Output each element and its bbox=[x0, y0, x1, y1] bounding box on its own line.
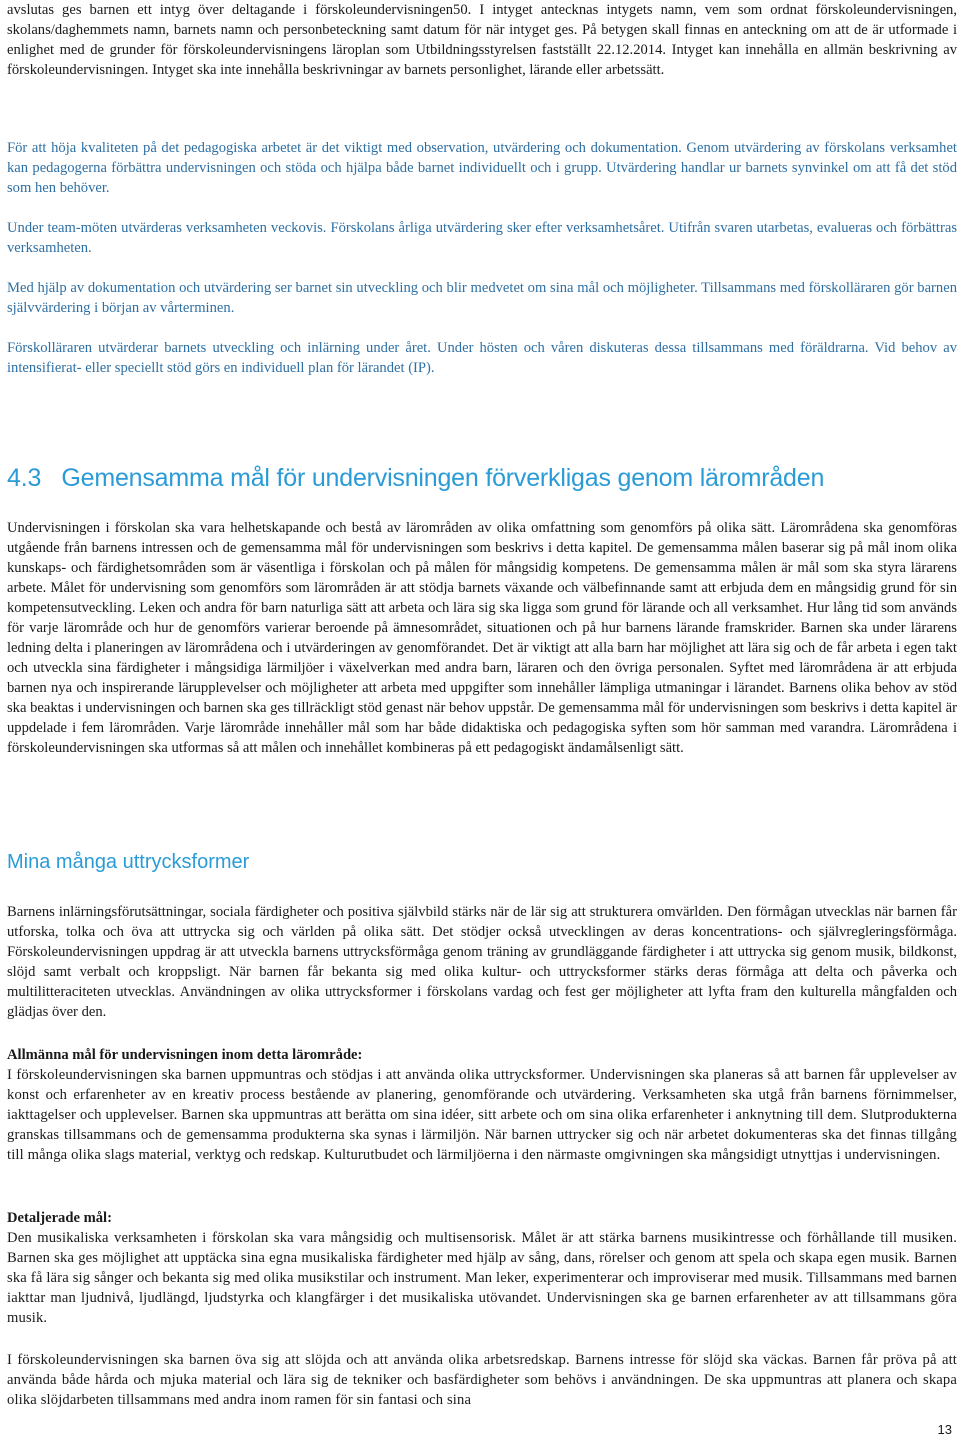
evaluation-paragraph-1: För att höja kvaliteten på det pedagogiska arbetet är det viktigt med observation, utvärdering och dokumentation. Genom utvärdering av förskolans verksamhet kan pedagogerna förbättra undervisningen och stöda och hjälpa både barnet individuellt och i grupp. Utvärdering handlar ur barnets synvinkel om att få det stöd som hen behöver. bbox=[7, 140, 957, 196]
evaluation-paragraph-4-block bbox=[7, 338, 957, 378]
detailed-goals-heading: Detaljerade mål: bbox=[7, 1210, 112, 1226]
general-goals-block bbox=[7, 1045, 957, 1165]
evaluation-paragraph-3-block bbox=[7, 278, 957, 318]
subheading-block bbox=[7, 850, 957, 874]
section-heading-block bbox=[7, 463, 957, 493]
sub-paragraph: Barnens inlärningsförutsättningar, sociala färdigheter och positiva självbild stärks när de lär sig att strukturera omvärlden. Den förmågan utvecklas när barnen får utforska, tolka och öva att uttrycka sig och världen på olika sätt. Det stödjer också utvecklingen av deras koncentrations- och självregleringsförmåga. Förskoleundervisningen uppdrag är att utveckla barnens uttrycksförmåga genom träning av grundläggande färdigheter i att uttrycka sig genom musik, bildkonst, slöjd samt verbalt och kroppsligt. När barnen får bekanta sig med olika kultur- och uttrycksformer stärks deras förmåga att delta och påverka och multilitteraciteten utvecklas. Användningen av olika uttrycksformer i förskolans vardag och fest ger möjligheter att lyfta fram den kulturella mångfalden och glädjas över den. bbox=[7, 904, 957, 1020]
section-heading: 4.3 Gemensamma mål för undervisningen förverkligas genom lärområden bbox=[7, 464, 825, 492]
evaluation-paragraph-2: Under team-möten utvärderas verksamheten veckovis. Förskolans årliga utvärdering sker efter verksamhetsåret. Utifrån svaren utarbetas, evalueras och förbättras verksamheten. bbox=[7, 220, 957, 256]
general-goals-text: I förskoleundervisningen ska barnen uppmuntras och stödjas i att använda olika uttrycksformer. Undervisningen ska planeras så att barnen får upplevelser av konst och erfarenheter av en kreativ process bestående av planering, genomförande och utvärdering. Verksamheten ska utgå från barnens förnimmelser, iakttagelser och upplevelser. Barnen ska uppmuntras att berätta om sina idéer, sitt arbete och om sina olika erfarenheter i anknytning till dem. Slutprodukterna granskas tillsammans och de gemensamma produkterna ska synas i lärmiljön. När barnen uttrycker sig och när arbetet dokumenteras ska det finnas tillgång till många olika slags material, verktyg och redskap. Kulturutbudet och lärmiljöerna i den närmaste omgivningen ska mångsidigt utnyttjas i undervisningen. bbox=[7, 1067, 957, 1163]
section-paragraph: Undervisningen i förskolan ska vara helhetskapande och bestå av lärområden av olika omfattning som genomförs på olika sätt. Lärområdena ska genomföras utgående från barnens intressen och de gemensamma mål för undervisningen som beskrivs i detta kapitel. De gemensamma målen baserar sig på mål inom olika kunskaps- och färdighetsområden som är väsentliga i förskolan och på målen för mångsidig kompetens. De gemensamma målen är mål som ska styra lärarens arbete. Målet för undervisning som genomförs som lärområden är att stödja barnets växande och välbefinnande samt att erbjuda dem en mångsidig grund för sin kompetensutveckling. Leken och andra för barn naturliga sätt att arbeta och lära sig ska ligga som grund för lärande och all verksamhet. Hur lång tid som används för varje lärområde och hur de genomförs varierar beroende på ämnesområdet, situationen och på hur barnens lärande framskrider. Barnen ska under lärarens ledning delta i planeringen av lärområdena och i utvärderingen av genomförandet. Det är viktigt att alla barn har möjlighet att lära sig och de får arbeta i egen takt och utveckla sina färdigheter i mångsidiga lärmiljöer i växelverkan med andra barn, läraren och den övriga personalen. Syftet med lärområdena är att erbjuda barnen nya och inspirerande lärupplevelser och möjligheter att arbeta med uppgifter som innehåller lämpliga utmaningar i lärandet. Barnens olika behov av stöd ska beaktas i undervisningen och barnen ska ges tillräckligt stöd genast när behov uppstår. De gemensamma mål för undervisningen som beskrivs i detta kapitel är uppdelade i fem lärområden. Varje lärområde innehåller mål som har både didaktiska och pedagogiska syften som hör samman med varandra. Lärområdena i förskoleundervisningen ska utformas så att målen och innehållet kombineras på ett pedagogiskt ändamålsenligt sätt. bbox=[7, 520, 957, 756]
detailed-goals-block bbox=[7, 1208, 957, 1328]
sub-paragraph-block bbox=[7, 902, 957, 1022]
section-paragraph-block bbox=[7, 518, 957, 758]
last-paragraph: I förskoleundervisningen ska barnen öva sig att slöjda och att använda olika arbetsredskap. Barnens intresse för slöjd ska väckas. Barnen får pröva på att använda både hårda och mjuka material och lära sig de tekniker och basfärdigheter som behövs i användningen. De ska uppmuntras att planera och skapa olika slöjdarbeten tillsammans med andra inom ramen för sin fantasi och sina bbox=[7, 1352, 957, 1408]
evaluation-paragraph-1-block bbox=[7, 138, 957, 198]
intro-paragraph-block bbox=[7, 0, 957, 80]
evaluation-paragraph-2-block bbox=[7, 218, 957, 258]
detailed-goals-text: Den musikaliska verksamheten i förskolan ska vara mångsidig och multisensorisk. Målet är att stärka barnens musikintresse och förhållande till musiken. Barnen ska ges möjlighet att upptäcka sina egna musikaliska färdigheter med hjälp av sång, dans, rörelser och genom att spela och skapa egen musik. Barnen ska få lära sig sånger och bekanta sig med olika musikstilar och instrument. Man leker, experimenterar och improviserar med musik. Tillsammans med barnen iakttar man ljudnivå, ljudlängd, ljudstyrka och klangfärger i det musikaliska utövandet. Undervisningen ska ge barnen erfarenheter av att tillsammans göra musik. bbox=[7, 1230, 957, 1326]
intro-paragraph: avslutas ges barnen ett intyg över deltagande i förskoleundervisningen50. I intyget antecknas intygets namn, vem som ordnat förskoleundervisningen, skolans/daghemmets namn, barnets namn och personbeteckning samt datum för när intyget ges. På betygen skall finnas en anteckning om att de är utformade i enlighet med de grunder för förskoleundervisningens läroplan som Utbildningsstyrelsen fastställt 22.12.2014. Intyget kan innehålla en allmän beskrivning av förskoleundervisningen. Intyget ska inte innehålla beskrivningar av barnets personlighet, lärande eller arbetssätt. bbox=[7, 2, 957, 78]
subheading: Mina många uttrycksformer bbox=[7, 851, 250, 873]
general-goals-heading: Allmänna mål för undervisningen inom detta lärområde: bbox=[7, 1047, 363, 1063]
last-paragraph-block bbox=[7, 1350, 957, 1410]
evaluation-paragraph-3: Med hjälp av dokumentation och utvärdering ser barnet sin utveckling och blir medvetet om sina mål och möjligheter. Tillsammans med förskolläraren gör barnen självvärdering i början av vårterminen. bbox=[7, 280, 957, 316]
page-number: 13 bbox=[937, 1422, 952, 1437]
evaluation-paragraph-4: Förskolläraren utvärderar barnets utveckling och inlärning under året. Under hösten och våren diskuteras dessa tillsammans med föräldrarna. Vid behov av intensifierat- eller speciellt stöd görs en individuell plan för lärandet (IP). bbox=[7, 340, 957, 376]
